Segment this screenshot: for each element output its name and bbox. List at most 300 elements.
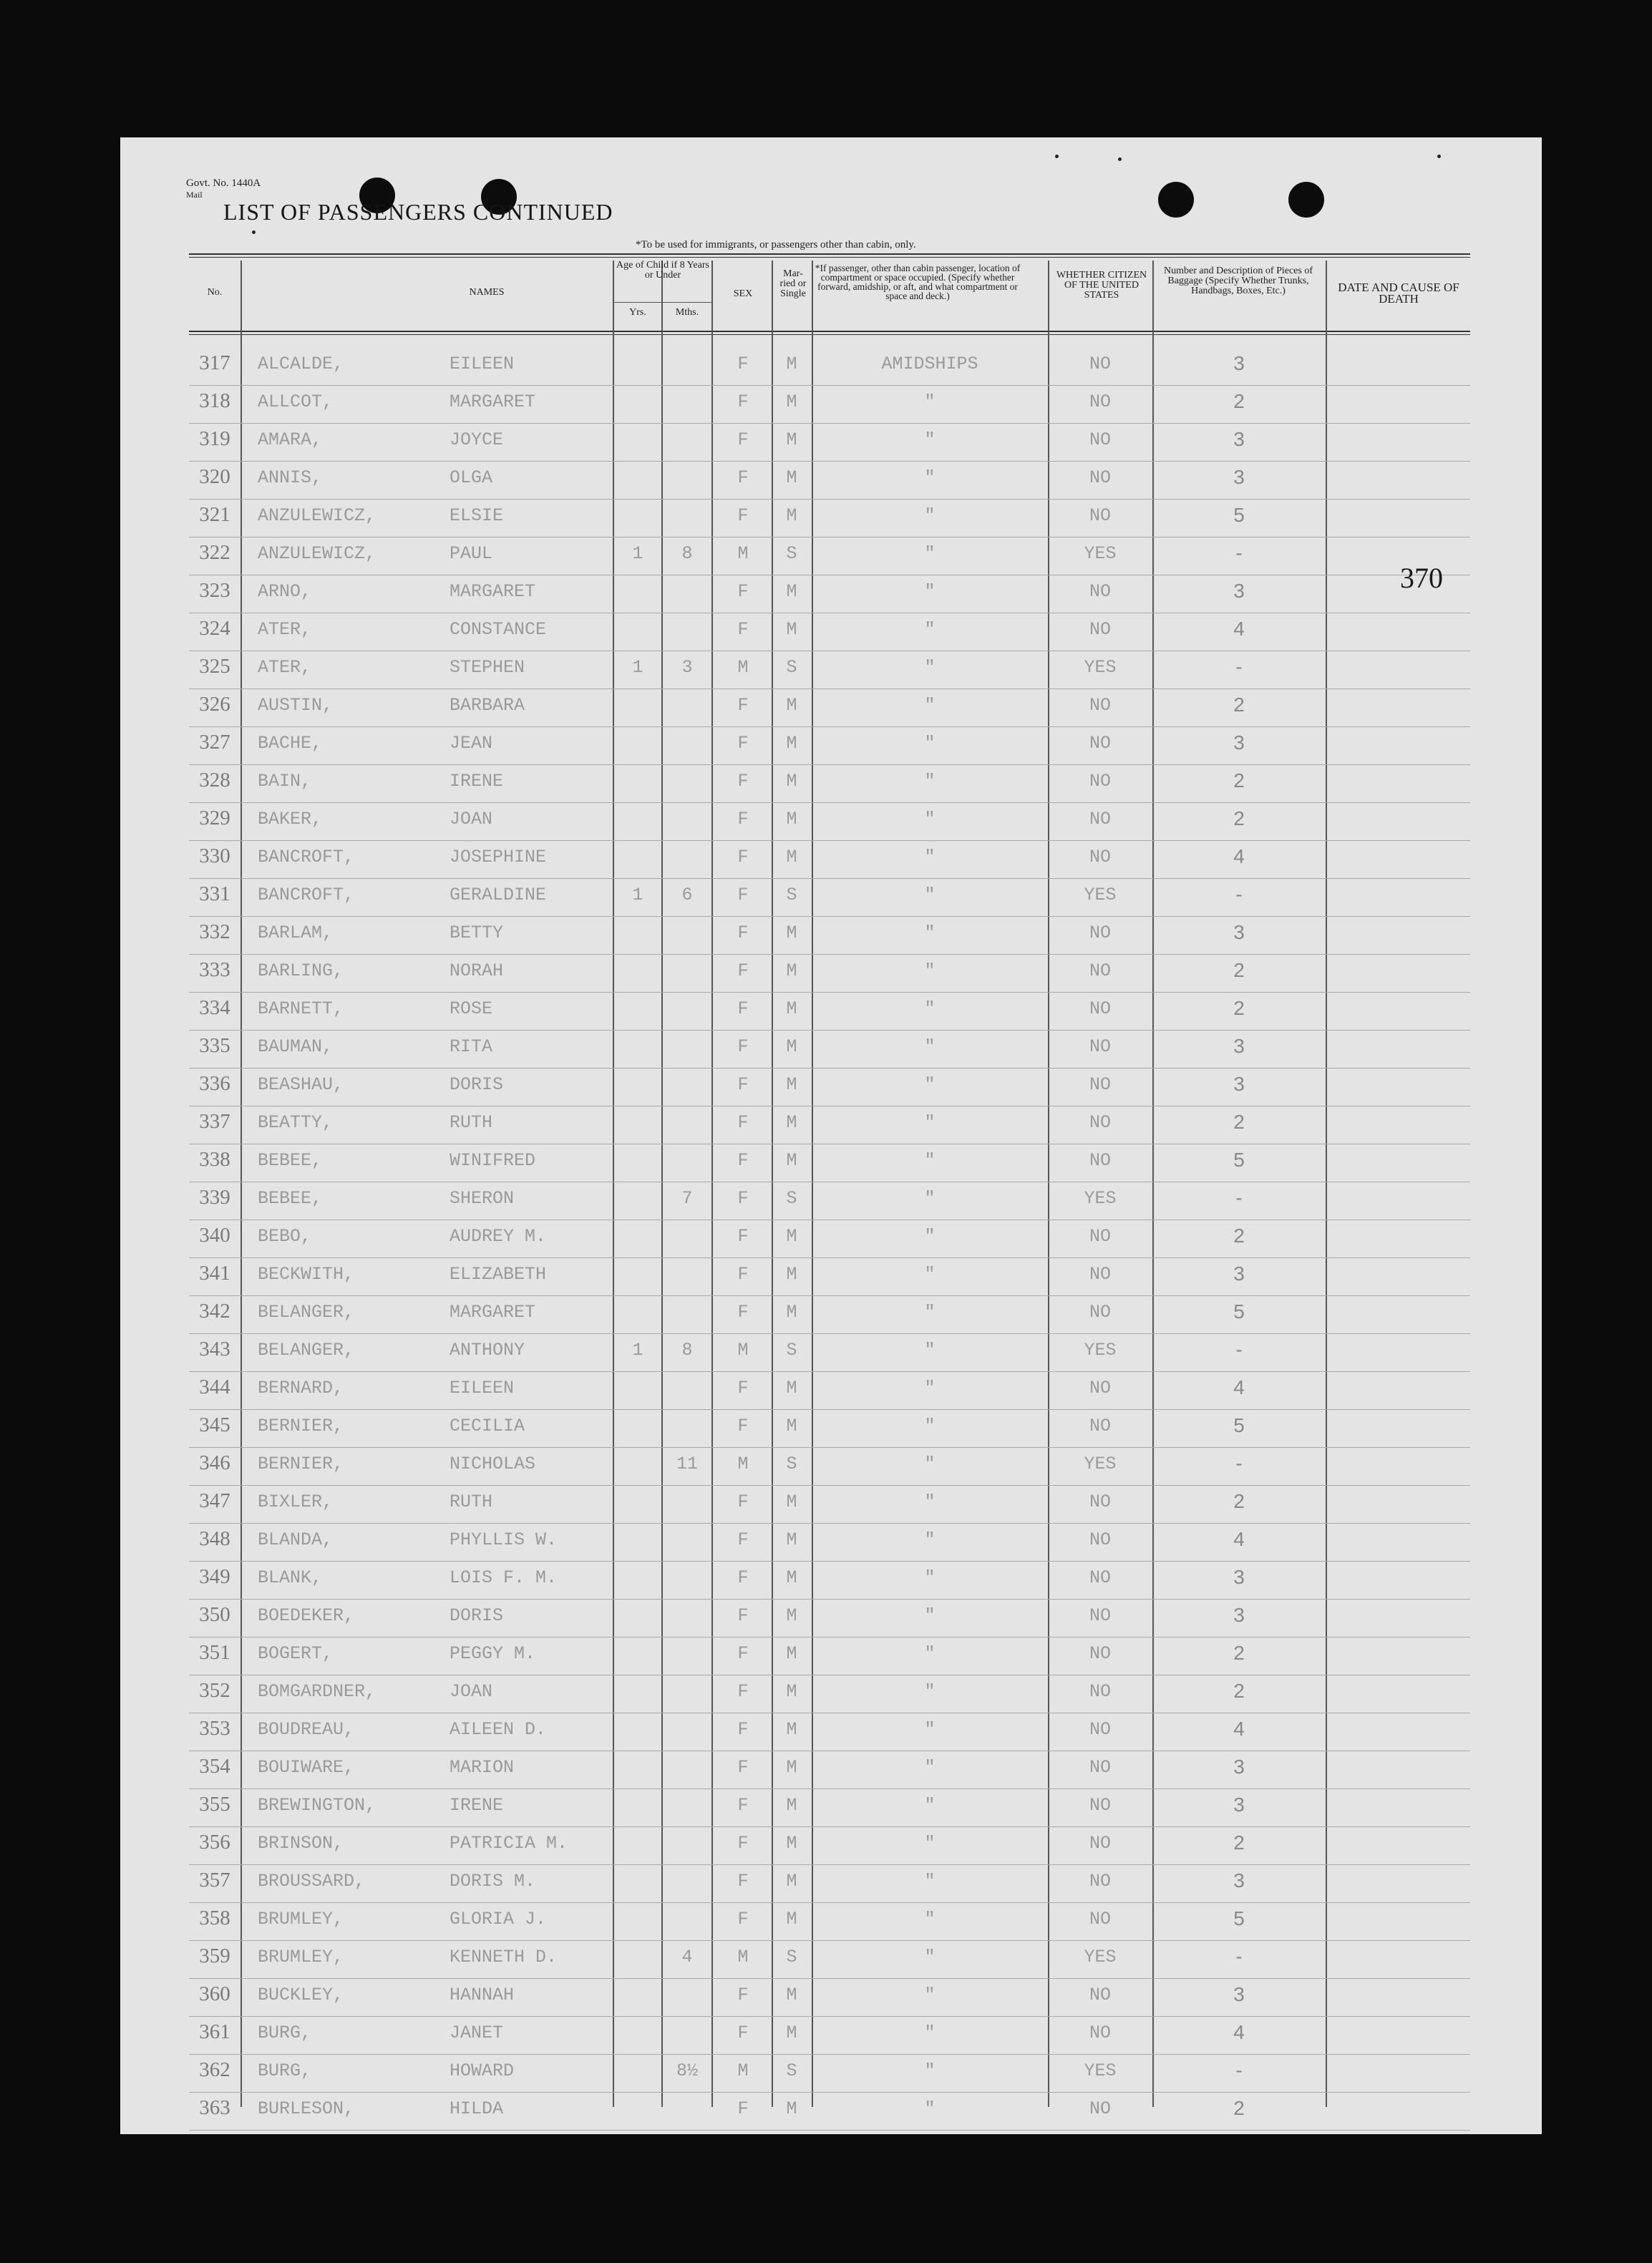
baggage-count: - [1235,1945,1243,1967]
row-number: 356 [199,1831,230,1854]
location: " [924,771,936,792]
header-baggage: Number and Description of Pieces of Baggage (Specify Whether Trunks, Handbags, Boxes, Etc.) [1164,266,1313,296]
citizen: NO [1089,1036,1111,1057]
location: " [924,2060,936,2081]
baggage-count: 3 [1233,1794,1245,1816]
surname: BARLING, [258,960,344,981]
given-name: PATRICIA M. [450,1833,568,1854]
sex: F [737,619,749,640]
given-name: AILEEN D. [450,1719,547,1740]
table-row [189,575,1470,613]
location: " [924,2023,936,2043]
given-name: BARBARA [450,695,525,716]
table-row [189,2055,1470,2093]
row-number: 340 [199,1224,230,1247]
age-months: 8 [681,1340,693,1361]
location: " [924,505,936,526]
baggage-count: 5 [1233,1414,1245,1436]
row-number: 354 [199,1755,230,1778]
row-number: 325 [199,655,230,678]
baggage-count: 2 [1233,807,1245,829]
given-name: RUTH [450,1112,493,1133]
baggage-count: 4 [1233,2021,1245,2043]
location: " [924,998,936,1019]
given-name: NICHOLAS [450,1454,536,1474]
baggage-count: 3 [1233,731,1245,754]
table-row [189,651,1470,689]
location: " [924,1795,936,1816]
given-name: PAUL [450,543,493,564]
location: " [924,847,936,867]
given-name: DORIS [450,1605,504,1626]
citizen: NO [1089,1529,1111,1550]
row-number: 362 [199,2058,230,2081]
baggage-count: - [1235,883,1243,905]
baggage-count: 2 [1233,1225,1245,1247]
row-number: 345 [199,1413,230,1436]
sex: F [737,429,749,450]
header-citizen: WHETHER CITIZEN OF THE UNITED STATES [1056,270,1147,301]
marital-status: M [786,1074,797,1095]
surname: BACHE, [258,733,323,754]
given-name: OLGA [450,467,493,488]
row-number: 337 [199,1110,230,1133]
table-row [189,1031,1470,1069]
given-name: JOYCE [450,429,504,450]
marital-status: M [786,581,797,602]
marital-status: S [786,1947,797,1967]
row-number: 353 [199,1717,230,1740]
sex: F [737,1036,749,1057]
citizen: NO [1089,2098,1111,2119]
table-row [189,386,1470,424]
table-row [189,1827,1470,1865]
location: " [924,1264,936,1285]
row-number: 324 [199,617,230,640]
age-months: 4 [681,1947,693,1967]
given-name: IRENE [450,1795,504,1816]
location: " [924,923,936,943]
table-row [189,537,1470,575]
given-name: SHERON [450,1188,515,1209]
sex: F [737,1605,749,1626]
marital-status: M [786,1112,797,1133]
row-number: 360 [199,1982,230,2005]
citizen: NO [1089,809,1111,829]
marital-status: M [786,771,797,792]
citizen: NO [1089,391,1111,412]
marital-status: M [786,809,797,829]
baggage-count: 5 [1233,1300,1245,1323]
location: " [924,1302,936,1323]
given-name: LOIS F. M. [450,1567,558,1588]
location: " [924,2098,936,2119]
citizen: NO [1089,1567,1111,1588]
table-row [189,1372,1470,1410]
baggage-count: 5 [1233,1149,1245,1171]
surname: BOGERT, [258,1643,334,1664]
form-number: Govt. No. 1440A Mail [186,177,261,200]
citizen: YES [1084,1454,1117,1474]
row-number: 344 [199,1376,230,1398]
sex: F [737,1643,749,1664]
baggage-count: 3 [1233,1983,1245,2005]
row-number: 350 [199,1603,230,1626]
baggage-count: 2 [1233,1831,1245,1854]
citizen: NO [1089,1909,1111,1929]
row-number: 358 [199,1907,230,1929]
baggage-count: 2 [1233,1642,1245,1664]
table-row [189,613,1470,651]
manifest-sheet [120,137,1542,2134]
given-name: ELIZABETH [450,1264,547,1285]
speck [252,230,256,234]
age-divider [613,302,711,303]
marital-status: M [786,1605,797,1626]
baggage-count: 4 [1233,1718,1245,1740]
baggage-count: 2 [1233,997,1245,1019]
surname: BRUMLEY, [258,1909,344,1929]
marital-status: M [786,1909,797,1929]
surname: BELANGER, [258,1340,355,1361]
given-name: JANET [450,2023,504,2043]
location: " [924,1074,936,1095]
marital-status: M [786,1416,797,1436]
surname: BERNIER, [258,1454,344,1474]
marital-status: M [786,847,797,867]
punch-hole [1288,182,1324,218]
marital-status: M [786,998,797,1019]
citizen: NO [1089,695,1111,716]
citizen: NO [1089,1378,1111,1398]
citizen: NO [1089,1681,1111,1702]
baggage-count: 2 [1233,2097,1245,2119]
header-no: No. [207,287,223,298]
sex: F [737,1416,749,1436]
citizen: NO [1089,733,1111,754]
surname: BANCROFT, [258,885,355,905]
header-top-rule [189,257,1470,258]
baggage-count: 3 [1233,1566,1245,1588]
speck [1055,155,1059,158]
row-number: 335 [199,1034,230,1057]
citizen: YES [1084,1188,1117,1209]
location: " [924,1871,936,1892]
surname: BREWINGTON, [258,1795,376,1816]
surname: ATER, [258,657,312,678]
surname: BARLAM, [258,923,334,943]
surname: BURG, [258,2023,312,2043]
table-row [189,1296,1470,1334]
given-name: MARGARET [450,391,536,412]
row-number: 330 [199,845,230,867]
baggage-count: 2 [1233,1490,1245,1512]
baggage-count: 3 [1233,1073,1245,1095]
citizen: NO [1089,1074,1111,1095]
sex: F [737,1909,749,1929]
table-row [189,727,1470,765]
row-number: 341 [199,1262,230,1285]
citizen: YES [1084,543,1117,564]
given-name: BETTY [450,923,504,943]
citizen: NO [1089,1491,1111,1512]
given-name: MARION [450,1757,515,1778]
location: " [924,1226,936,1247]
given-name: DORIS [450,1074,504,1095]
row-number: 317 [199,351,230,374]
marital-status: M [786,619,797,640]
table-row [189,1182,1470,1220]
row-number: 334 [199,996,230,1019]
surname: BERNARD, [258,1378,344,1398]
table-row [189,1600,1470,1637]
location: " [924,1985,936,2005]
surname: BOMGARDNER, [258,1681,376,1702]
table-row [189,348,1470,386]
surname: BAKER, [258,809,323,829]
citizen: NO [1089,1871,1111,1892]
location: " [924,657,936,678]
age-years: 1 [632,885,643,905]
table-row [189,1979,1470,2017]
header-death: DATE AND CAUSE OF DEATH [1338,281,1459,306]
given-name: PHYLLIS W. [450,1529,558,1550]
surname: BOUDREAU, [258,1719,355,1740]
baggage-count: 3 [1233,1604,1245,1626]
citizen: NO [1089,619,1111,640]
table-row [189,1713,1470,1751]
location: " [924,1150,936,1171]
table-row [189,1106,1470,1144]
row-number: 338 [199,1148,230,1171]
table-row [189,1144,1470,1182]
location: " [924,1188,936,1209]
baggage-count: 3 [1233,466,1245,488]
speck [1437,155,1441,158]
sex: F [737,1985,749,2005]
sex: M [737,543,749,564]
marital-status: M [786,1036,797,1057]
marital-status: S [786,1188,797,1209]
header-mths: Mths. [675,307,699,318]
row-number: 326 [199,693,230,716]
sex: F [737,1871,749,1892]
table-row [189,1258,1470,1296]
age-months: 3 [681,657,693,678]
citizen: NO [1089,1833,1111,1854]
marital-status: M [786,1302,797,1323]
given-name: CECILIA [450,1416,525,1436]
given-name: EILEEN [450,354,515,374]
sex: F [737,1795,749,1816]
surname: ANZULEWICZ, [258,543,376,564]
row-number: 319 [199,427,230,450]
citizen: NO [1089,1226,1111,1247]
sex: F [737,809,749,829]
sex: F [737,1188,749,1209]
row-number: 349 [199,1565,230,1588]
row-number: 327 [199,731,230,754]
table-row [189,1865,1470,1903]
surname: BAIN, [258,771,312,792]
location: " [924,619,936,640]
location: AMIDSHIPS [881,354,978,374]
marital-status: M [786,960,797,981]
citizen: NO [1089,1605,1111,1626]
marital-status: M [786,467,797,488]
baggage-count: 5 [1233,1907,1245,1929]
given-name: WINIFRED [450,1150,536,1171]
given-name: DORIS M. [450,1871,536,1892]
marital-status: S [786,1340,797,1361]
row-number: 355 [199,1793,230,1816]
given-name: ANTHONY [450,1340,525,1361]
marital-status: M [786,354,797,374]
row-number: 343 [199,1338,230,1361]
baggage-count: 4 [1233,1376,1245,1398]
marital-status: M [786,1681,797,1702]
given-name: GERALDINE [450,885,547,905]
location: " [924,467,936,488]
sex: F [737,885,749,905]
table-row [189,1562,1470,1600]
citizen: NO [1089,467,1111,488]
citizen: NO [1089,354,1111,374]
marital-status: S [786,657,797,678]
location: " [924,1378,936,1398]
location: " [924,1757,936,1778]
sex: F [737,960,749,981]
location: " [924,809,936,829]
given-name: NORAH [450,960,504,981]
row-number: 322 [199,541,230,564]
baggage-count: - [1235,656,1243,678]
sex: M [737,1947,749,1967]
sex: F [737,1264,749,1285]
sex: M [737,1454,749,1474]
given-name: MARGARET [450,581,536,602]
punch-hole [1158,182,1194,218]
table-row [189,993,1470,1031]
table-row [189,2093,1470,2131]
age-months: 11 [676,1454,698,1474]
given-name: HOWARD [450,2060,515,2081]
marital-status: M [786,1985,797,2005]
baggage-count: 5 [1233,504,1245,526]
marital-status: M [786,1757,797,1778]
table-row [189,2017,1470,2055]
header-yrs: Yrs. [629,307,646,318]
citizen: NO [1089,998,1111,1019]
row-number: 359 [199,1945,230,1967]
surname: BLANK, [258,1567,323,1588]
baggage-count: 4 [1233,1528,1245,1550]
age-years: 1 [632,657,643,678]
sex: M [737,2060,749,2081]
marital-status: M [786,2098,797,2119]
citizen: NO [1089,1757,1111,1778]
marital-status: M [786,1833,797,1854]
header-bottom-rule [189,331,1470,332]
surname: BURG, [258,2060,312,2081]
sex: F [737,1226,749,1247]
row-line [189,2130,1470,2131]
row-number: 318 [199,389,230,412]
location: " [924,429,936,450]
table-row [189,1486,1470,1524]
surname: BEASHAU, [258,1074,344,1095]
citizen: NO [1089,1719,1111,1740]
baggage-count: 4 [1233,618,1245,640]
baggage-count: 3 [1233,921,1245,943]
marital-status: M [786,1795,797,1816]
citizen: YES [1084,657,1117,678]
baggage-count: 2 [1233,1111,1245,1133]
age-months: 7 [681,1188,693,1209]
row-number: 346 [199,1451,230,1474]
baggage-count: - [1235,2059,1243,2081]
citizen: YES [1084,2060,1117,2081]
header-sex: SEX [733,288,753,299]
row-number: 336 [199,1072,230,1095]
given-name: CONSTANCE [450,619,547,640]
baggage-count: 2 [1233,959,1245,981]
table-row [189,689,1470,727]
location: " [924,1719,936,1740]
given-name: MARGARET [450,1302,536,1323]
header-names: NAMES [469,287,505,298]
baggage-count: - [1235,1187,1243,1209]
marital-status: M [786,1150,797,1171]
sex: F [737,581,749,602]
table-row [189,841,1470,879]
surname: BEBEE, [258,1150,323,1171]
location: " [924,1036,936,1057]
row-number: 348 [199,1527,230,1550]
page-annotation: 370 [1400,562,1443,594]
sex: F [737,1378,749,1398]
baggage-count: 2 [1233,1680,1245,1702]
marital-status: S [786,2060,797,2081]
citizen: YES [1084,1340,1117,1361]
given-name: ROSE [450,998,493,1019]
citizen: NO [1089,1985,1111,2005]
citizen: NO [1089,1795,1111,1816]
sex: F [737,467,749,488]
location: " [924,1947,936,1967]
location: " [924,695,936,716]
table-row [189,955,1470,993]
table-row [189,1448,1470,1486]
location: " [924,1681,936,1702]
citizen: NO [1089,771,1111,792]
row-number: 331 [199,882,230,905]
surname: ALCALDE, [258,354,344,374]
sex: F [737,1567,749,1588]
location: " [924,391,936,412]
given-name: RUTH [450,1491,493,1512]
speck [1118,157,1122,161]
table-row [189,1524,1470,1562]
marital-status: M [786,1643,797,1664]
given-name: JOSEPHINE [450,847,547,867]
sex: F [737,1074,749,1095]
given-name: AUDREY M. [450,1226,547,1247]
row-number: 352 [199,1679,230,1702]
row-number: 339 [199,1186,230,1209]
surname: BUCKLEY, [258,1985,344,2005]
citizen: NO [1089,960,1111,981]
